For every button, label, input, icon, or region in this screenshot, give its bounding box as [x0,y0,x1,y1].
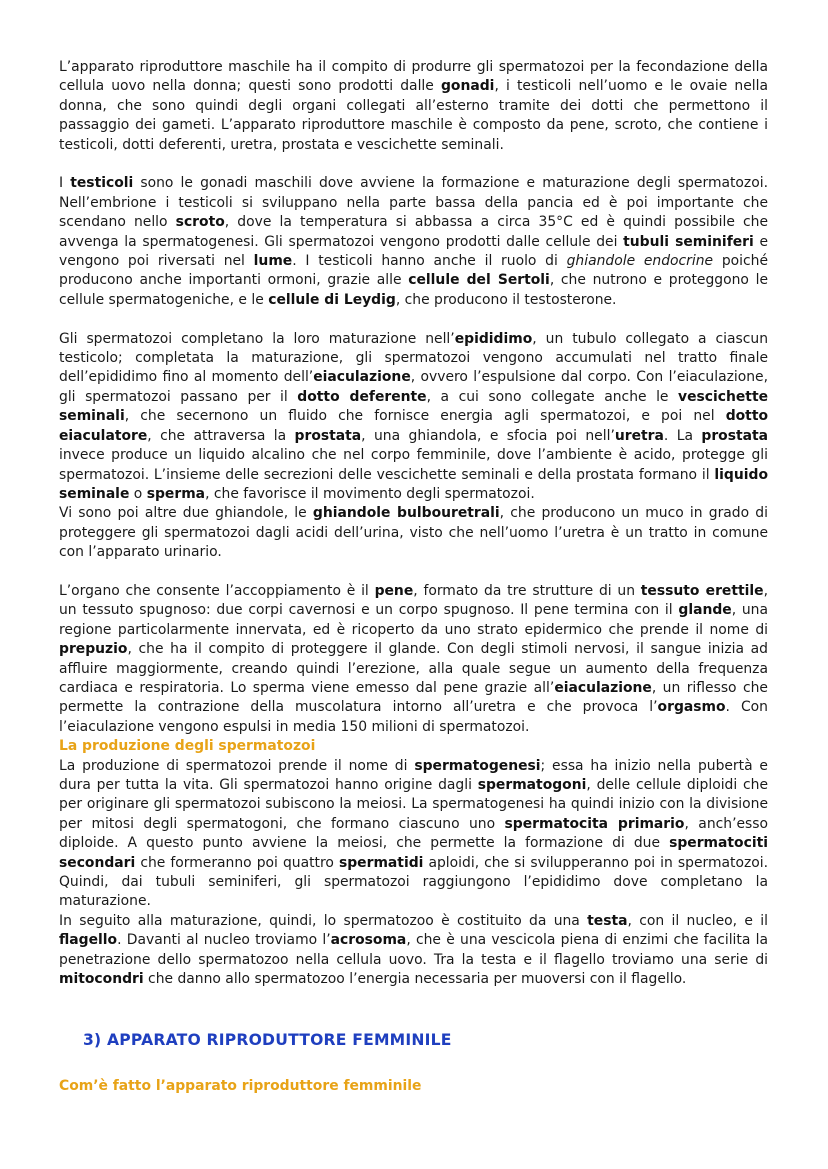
paragraph-sperm-structure [59,912,768,990]
bold-term: epididimo [454,330,533,347]
text-span: , un tessuto spugnoso: due corpi cavernosi e un corpo spugnoso. Il pene termina con il [59,582,768,619]
text-span: , che secernono un fluido che fornisce energia agli spermatozoi, e poi nel [124,408,726,425]
text-span: , che è una vescicola piena di enzimi che facilita la penetrazione dello spermatozoo nella cellula uovo. Tra la testa e il flagello troviamo una serie di [59,932,768,968]
paragraph-penis [59,582,768,737]
bold-term: gonadi [440,78,495,95]
text-span: , formato da tre strutture di un [413,582,641,599]
bold-term: flagello [59,932,118,949]
text-span: . I testicoli hanno anche il ruolo di [292,253,567,270]
text-span: In seguito alla maturazione, quindi, lo spermatozoo è costituito da una [59,912,588,929]
bold-term: ghiandole bulbouretrali [312,505,500,522]
text-span: L’organo che consente l’accoppiamento è il [59,582,375,599]
bold-term: vescichette seminali [59,388,768,425]
italic-term: ghiandole endocrine [566,253,714,270]
text-span: . La [663,427,702,444]
bold-term: spermatogenesi [414,757,541,774]
text-span: , che attraversa la [147,427,295,444]
text-span: che formeranno poi quattro [135,854,339,871]
bold-term: testicoli [70,175,134,192]
text-span: , dove la temperatura si abbassa a circa 35°C ed è quindi possibile che avvenga la spermatogenesi. Gli spermatozoi vengono prodotti dalle cellule dei [59,214,768,250]
text-span: , una ghiandola, e sfocia poi nell’ [361,427,615,444]
subsection-title-female-structure: Com’è fatto l’apparato riproduttore femminile [59,1077,422,1094]
bold-term: acrosoma [330,932,407,949]
paragraph-epididymis [59,330,768,505]
paragraph-testicles [59,174,768,310]
text-span: ; essa ha inizio nella pubertà e dura per tutta la vita. Gli spermatozoi hanno origine dagli [59,757,768,793]
bold-term: eiaculazione [554,679,652,696]
bold-term: dotto eiaculatore [59,408,768,444]
bold-term: sperma [146,485,206,502]
bold-term: spermatidi [338,854,424,871]
text-span: Gli spermatozoi completano la loro maturazione nell’ [59,330,455,347]
bold-term: lume [253,253,293,270]
paragraph-male-apparatus-intro [59,58,768,155]
text-span: L’apparato riproduttore maschile ha il compito di produrre gli spermatozoi per la fecondazione della cellula uovo nella donna; questi sono prodotti dalle [59,59,768,95]
text-span: , a cui sono collegate anche le [426,388,679,405]
text-span: aploidi, che si svilupperanno poi in spermatozoi. Quindi, dai tubuli seminiferi, gli spermatozoi raggiungono l’epididimo dove completano la maturazione. [59,854,769,910]
text-span: sono le gonadi maschili dove avviene la formazione e maturazione degli spermatozoi. Nell’embrione i testicoli si sviluppano nella parte bassa della pancia ed è poi importante che scendano nello [59,175,768,231]
text-span: , che producono il testosterone. [395,291,617,308]
text-span: La produzione di spermatozoi prende il nome di [59,757,415,774]
section-title-female-apparatus: 3) APPARATO RIPRODUTTORE FEMMINILE [83,1031,452,1050]
text-span: , ovvero l’espulsione dal corpo. Con l’eiaculazione, gli spermatozoi passano per il [59,369,768,405]
text-span: , che favorisce il movimento degli spermatozoi. [205,485,535,502]
text-span: Vi sono poi altre due ghiandole, le [59,505,313,522]
bold-term: testa [587,912,628,929]
bold-term: tubuli seminiferi [623,233,754,250]
text-span: , anch’esso diploide. A questo punto avviene la meiosi, che permette la formazione di due [59,815,768,852]
text-span: , i testicoli nell’uomo e le ovaie nella donna, che sono quindi degli organi collegati all’esterno tramite dei dotti che permettono il passaggio dei gameti. L’apparato riproduttore maschile è composto da pene, scroto, che contiene i testicoli, dotti deferenti, uretra, prostata e vescichette seminali. [59,78,768,153]
bold-term: prostata [294,427,362,444]
text-span: , un riflesso che permette la contrazione della muscolatura intorno all’uretra e che provoca l’ [59,679,768,716]
bold-term: spermatogoni [477,776,587,793]
bold-term: eiaculazione [313,369,411,386]
bold-term: cellule di Leydig [268,291,396,308]
bold-term: uretra [614,427,664,444]
bold-term: glande [678,602,732,619]
bold-term: cellule del Sertoli [408,272,550,289]
bold-term: liquido seminale [59,466,768,502]
bold-term: scroto [175,214,225,231]
bold-term: pene [374,582,414,599]
bold-term: mitocondri [59,971,144,988]
text-span: , che producono un muco in grado di proteggere gli spermatozoi dagli acidi dell’urina, visto che nell’uomo l’uretra è un tratto in comune con l’apparato urinario. [59,505,768,561]
bold-term: dotto deferente [297,388,427,405]
text-span: , una regione particolarmente innervata, ed è ricoperto da uno strato epidermico che prende il nome di [59,602,768,638]
text-span: o [129,485,147,502]
text-span: , che ha il compito di proteggere il glande. Con degli stimoli nervosi, il sangue inizia ad affluire maggiormente, creando quindi l’erezione, alla quale segue un aumento della frequenza cardiaca e respiratoria. Lo sperma viene emesso dal pene grazie all’ [59,641,768,696]
bold-term: prostata [701,427,769,444]
text-span: , che nutrono e proteggono le cellule spermatogeniche, e le [59,272,768,308]
text-span: poiché producono anche importanti ormoni, grazie alle [59,253,769,289]
text-span: , un tubulo collegato a ciascun testicolo; completata la maturazione, gli spermatozoi vengono accumulati nel tratto finale dell’epididimo fino al momento dell’ [59,330,768,386]
bold-term: prepuzio [59,641,128,658]
text-span: , delle cellule diploidi che per originare gli spermatozoi subiscono la meiosi. La spermatogenesi ha quindi inizio con la divisione per mitosi degli spermatogoni, che formano ciascuno uno [59,776,768,832]
bold-term: spermatociti secondari [59,835,768,871]
bold-term: tessuto erettile [640,582,764,599]
text-span: , con il nucleo, e il [627,912,768,929]
text-span: . Con l’eiaculazione vengono espulsi in media 150 milioni di spermatozoi. [59,699,768,735]
heading-sperm-production: La produzione degli spermatozoi [59,738,316,755]
text-span: I [59,175,71,192]
text-span: e vengono poi riversati nel [59,233,769,270]
text-span: invece produce un liquido alcalino che nel corpo femminile, dove l’ambiente è acido, protegge gli spermatozoi. L’insieme delle secrezioni delle vescichette seminali e della prostata formano il [59,447,768,483]
bold-term: spermatocita primario [504,815,685,832]
text-span: . Davanti al nucleo troviamo l’ [117,932,331,949]
bold-term: orgasmo [657,699,726,716]
paragraph-spermatogenesis [59,757,768,912]
text-span: che danno allo spermatozoo l’energia necessaria per muoversi con il flagello. [143,971,687,988]
paragraph-bulbourethral-glands [59,504,768,562]
